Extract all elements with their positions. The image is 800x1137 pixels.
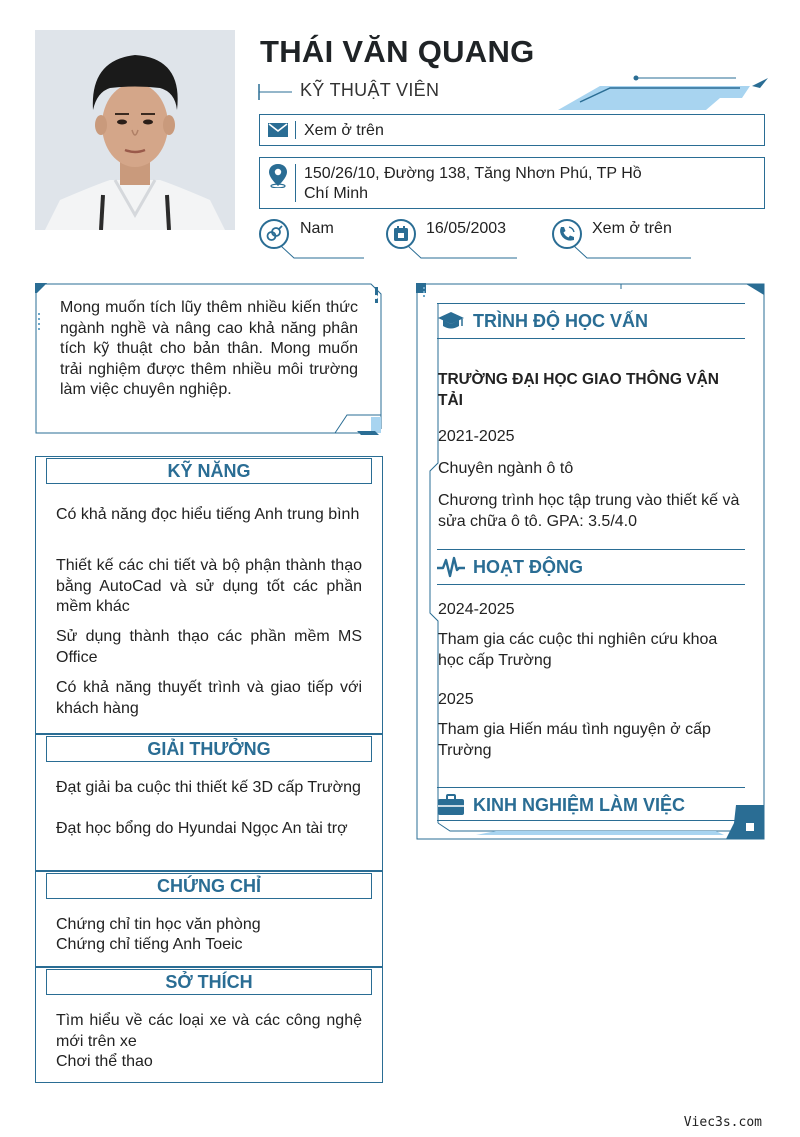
skills-title: KỸ NĂNG — [46, 458, 372, 484]
envelope-icon — [260, 115, 296, 145]
experience-title: KINH NGHIỆM LÀM VIỆC — [473, 795, 686, 815]
role-line-decoration — [258, 82, 294, 102]
education-major: Chuyên ngành ô tô — [438, 460, 574, 477]
school-name: TRƯỜNG ĐẠI HỌC GIAO THÔNG VẬN TẢI — [438, 371, 719, 409]
email-box — [259, 114, 765, 146]
objective-text: Mong muốn tích lũy thêm nhiều kiến thức ngành nghề và nâng cao khả năng phân tích kỹ thuật cho bản thân. Mong muốn trải nghiệm được thêm nhiều môi trường làm việc chuyên nghiệp. — [60, 299, 358, 398]
award-item: Đạt giải ba cuộc thi thiết kế 3D cấp Trường — [56, 779, 361, 796]
skill-item: Sử dụng thành thạo các phần mềm MS Office — [56, 628, 362, 666]
education-period: 2021-2025 — [438, 428, 515, 445]
activity-description: Tham gia Hiến máu tình nguyện ở cấp Trường — [438, 721, 711, 759]
phone-value: Xem ở trên — [592, 220, 672, 237]
candidate-role: KỸ THUẬT VIÊN — [300, 80, 440, 100]
gender-underline — [280, 244, 366, 260]
skill-item: Thiết kế các chi tiết và bộ phận thành thạo bằng AutoCad và sử dụng tốt các phần mềm khác — [56, 557, 362, 615]
pulse-icon — [437, 555, 465, 579]
awards-title: GIẢI THƯỞNG — [46, 736, 372, 762]
award-item: Đạt học bổng do Hyundai Ngọc An tài trợ — [56, 820, 348, 837]
location-pin-icon — [260, 158, 296, 194]
hobbies-title: SỞ THÍCH — [46, 969, 372, 995]
education-description: Chương trình học tập trung vào thiết kế và sửa chữa ô tô. GPA: 3.5/4.0 — [438, 492, 740, 530]
activity-period: 2025 — [438, 691, 474, 708]
activities-title: HOẠT ĐỘNG — [473, 557, 583, 577]
skill-item: Có khả năng đọc hiểu tiếng Anh trung bình — [56, 506, 360, 523]
education-header — [437, 303, 745, 339]
certificates-title: CHỨNG CHỈ — [46, 873, 372, 899]
birthday-underline — [407, 244, 519, 260]
email-value: Xem ở trên — [304, 122, 384, 139]
education-title: TRÌNH ĐỘ HỌC VẤN — [473, 311, 648, 331]
certificate-item: Chứng chỉ tiếng Anh Toeic — [56, 936, 243, 953]
briefcase-icon — [437, 793, 465, 817]
awards-section — [35, 734, 383, 871]
gender-value: Nam — [300, 220, 334, 237]
candidate-name: THÁI VĂN QUANG — [260, 34, 535, 69]
activities-header — [437, 549, 745, 585]
header-tech-decoration — [540, 74, 772, 112]
profile-photo — [35, 30, 235, 230]
birthday-value: 16/05/2003 — [426, 220, 507, 237]
skill-item: Có khả năng thuyết trình và giao tiếp với khách hàng — [56, 679, 362, 717]
phone-underline — [573, 244, 693, 260]
experience-header — [437, 787, 745, 821]
certificate-item: Chứng chỉ tin học văn phòng — [56, 916, 261, 933]
hobby-item: Chơi thể thao — [56, 1053, 153, 1070]
footer-watermark: Viec3s.com — [683, 1115, 762, 1130]
activity-description: Tham gia các cuộc thi nghiên cứu khoa học cấp Trường — [438, 631, 718, 669]
hobby-item: Tìm hiểu về các loại xe và các công nghệ mới trên xe — [56, 1012, 362, 1050]
activity-period: 2024-2025 — [438, 601, 515, 618]
graduation-cap-icon — [437, 309, 465, 333]
address-box — [259, 157, 765, 209]
address-value: 150/26/10, Đường 138, Tăng Nhơn Phú, TP Hồ Chí Minh — [304, 165, 642, 202]
